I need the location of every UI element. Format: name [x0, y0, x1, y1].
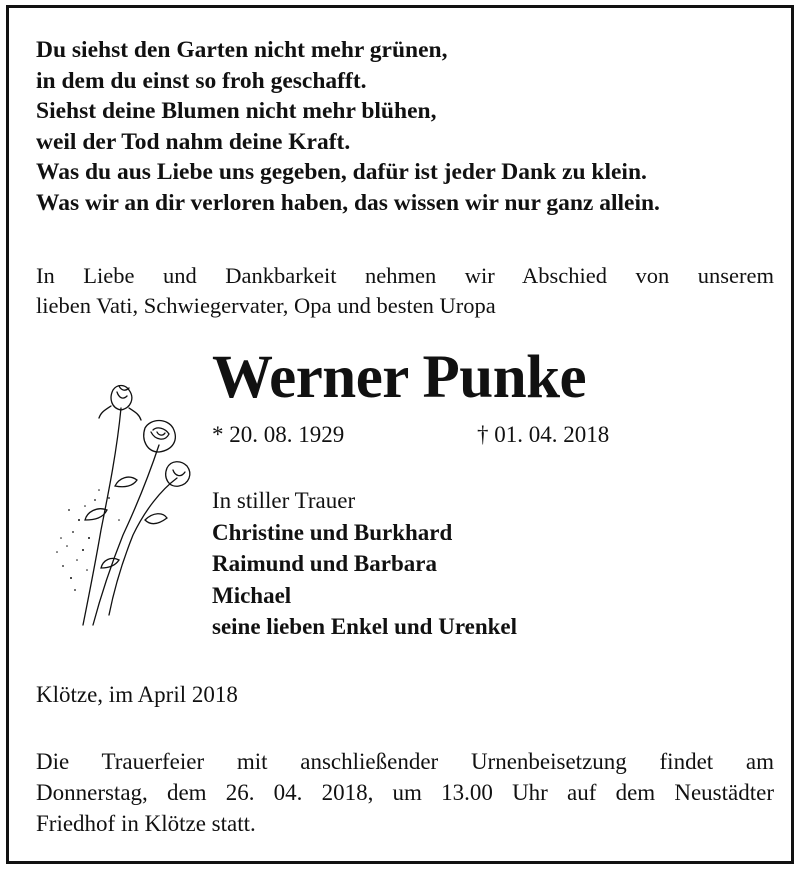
mourners-heading: In stiller Trauer — [212, 488, 356, 513]
poem-line: Du siehst den Garten nicht mehr grünen, — [36, 37, 448, 63]
mourner-name: Michael — [212, 582, 292, 608]
funeral-line: Donnerstag, dem 26. 04. 2018, um 13.00 Uhr auf dem Neustädter — [36, 780, 774, 805]
death-date: † 01. 04. 2018 — [477, 422, 610, 447]
deceased-name: Werner Punke — [212, 344, 587, 411]
roses-illustration — [49, 370, 199, 635]
intro-text — [36, 261, 774, 321]
obituary-frame — [6, 5, 794, 864]
poem-line: Was wir an dir verloren haben, das wissen wir nur ganz allein. — [36, 189, 660, 216]
poem-line: Was du aus Liebe uns gegeben, dafür ist jeder Dank zu klein. — [36, 159, 647, 185]
mourner-name: Christine und Burkhard — [212, 519, 453, 545]
funeral-notice — [36, 746, 774, 839]
poem — [36, 35, 660, 218]
poem-line: in dem du einst so froh geschafft. — [36, 67, 367, 94]
mourner-name: seine lieben Enkel und Urenkel — [212, 614, 518, 639]
poem-line: Siehst deine Blumen nicht mehr blühen, — [36, 98, 437, 124]
funeral-line: Die Trauerfeier mit anschließender Urnenbeisetzung findet am — [36, 749, 774, 774]
mourner-name: Raimund und Barbara — [212, 551, 437, 576]
intro-line: lieben Vati, Schwiegervater, Opa und besten Uropa — [36, 293, 496, 318]
funeral-line: Friedhof in Klötze statt. — [36, 811, 256, 836]
place-date: Klötze, im April 2018 — [36, 682, 238, 707]
birth-date: * 20. 08. 1929 — [212, 422, 345, 447]
mourners-block — [212, 485, 517, 643]
poem-line: weil der Tod nahm deine Kraft. — [36, 128, 351, 155]
intro-line: In Liebe und Dankbarkeit nehmen wir Abschied von unserem — [36, 263, 774, 288]
